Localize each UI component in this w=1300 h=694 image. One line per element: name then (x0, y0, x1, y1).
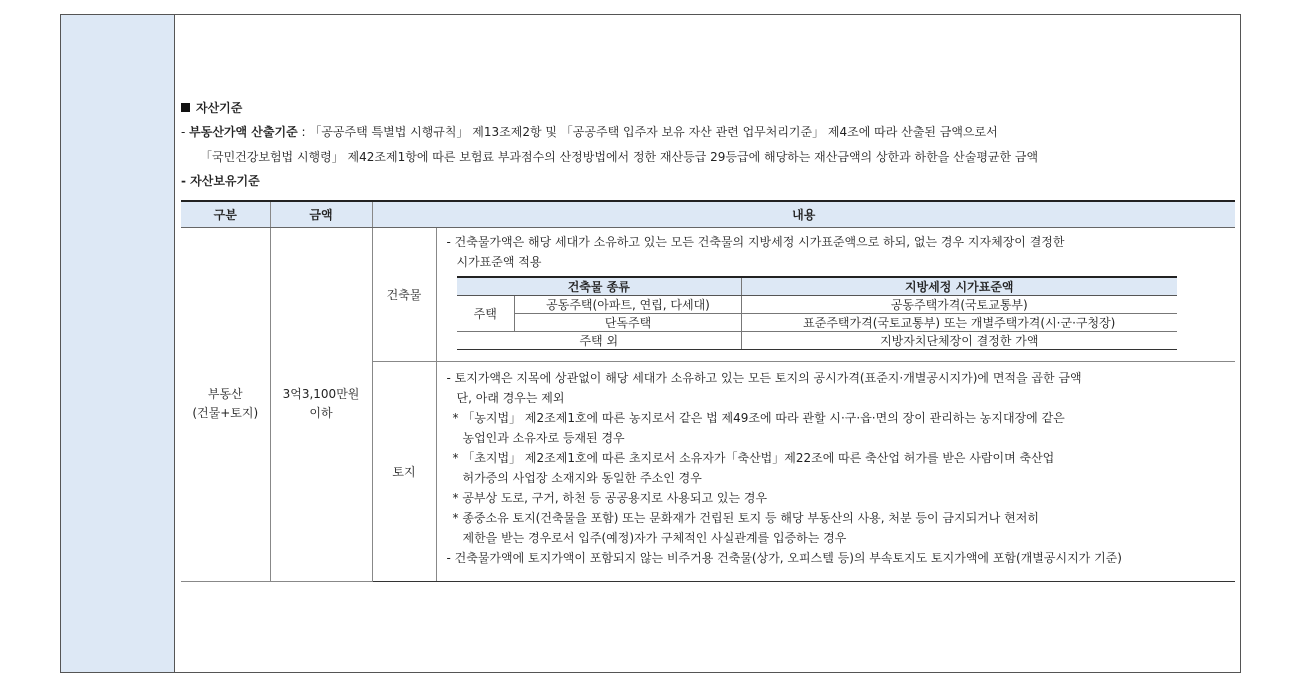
land-exception-item: * 종중소유 토지(건축물을 포함) 또는 문화재가 건립된 토지 등 해당 부동산의 사용, 처분 등이 금지되거나 현저히 (452, 510, 1039, 525)
land-line: 허가증의 사업장 소재지와 동일한 주소인 경우 (462, 470, 702, 485)
building-label: 건축물 (372, 227, 436, 361)
amount-condition: 이하 (309, 406, 333, 420)
land-content (436, 361, 1235, 581)
line1-prefix: - (181, 125, 190, 139)
criteria-line-2: 「국민건강보험법 시행령」 제42조제1항에 따른 보험료 부과점수의 산정방법에서 정한 재산등급 29등급에 해당하는 재산금액의 상한과 하한을 산술평균한 금액 (200, 150, 1039, 164)
asset-holding-heading: - 자산보유기준 (181, 174, 260, 188)
document-frame (60, 14, 1241, 673)
inner-header-value: 지방세정 시가표준액 (742, 277, 1177, 296)
building-valuation-table (457, 276, 1177, 350)
header-content: 내용 (372, 201, 1235, 227)
inner-value-cell: 공동주택가격(국토교통부) (742, 295, 1177, 313)
land-line: - 건축물가액에 토지가액이 포함되지 않는 비주거용 건축물(상가, 오피스텔 등)의 부속토지도 토지가액에 포함(개별공시지가 기준) (446, 550, 1122, 565)
building-content (436, 227, 1235, 361)
inner-header-type: 건축물 종류 (457, 277, 742, 296)
criteria-line-1 (181, 123, 998, 140)
building-desc-1: - 건축물가액은 해당 세대가 소유하고 있는 모든 건축물의 지방세정 시가표준액으로 하되, 없는 경우 지자체장이 결정한 (446, 234, 1065, 249)
section-heading (181, 99, 242, 116)
category-cell (181, 227, 270, 581)
asset-table (181, 200, 1235, 582)
land-label: 토지 (372, 361, 436, 581)
inner-type-cell: 주택 외 (457, 331, 742, 349)
inner-type-cell: 단독주택 (515, 313, 742, 331)
housing-label: 주택 (457, 295, 515, 331)
land-line: 농업인과 소유자로 등재된 경우 (462, 430, 625, 445)
inner-value-cell: 지방자치단체장이 결정한 가액 (742, 331, 1177, 349)
inner-value-cell: 표준주택가격(국토교통부) 또는 개별주택가격(시·군·구청장) (742, 313, 1177, 331)
land-exception-item: * 「농지법」 제2조제1호에 따른 농지로서 같은 법 제49조에 따라 관할 시·구·읍·면의 장이 관리하는 농지대장에 같은 (452, 410, 1065, 425)
line1-rest: : 「공공주택 특별법 시행규칙」 제13조제2항 및 「공공주택 입주자 보유 자산 관련 업무처리기준」 제4조에 따라 산출된 금액으로서 (297, 125, 998, 139)
content-area (181, 15, 1236, 672)
header-amount: 금액 (270, 201, 372, 227)
land-line: 제한을 받는 경우로서 입주(예정)자가 구체적인 사실관계를 입증하는 경우 (462, 530, 847, 545)
building-desc-2: 시가표준액 적용 (456, 254, 542, 269)
land-exception-item: * 「초지법」 제2조제1호에 따른 초지로서 소유자가「축산법」제22조에 따른 축산업 허가를 받은 사람이며 축산업 (452, 450, 1055, 465)
amount-value: 3억3,100만원 (282, 387, 360, 401)
amount-cell (270, 227, 372, 581)
section-heading-text: 자산기준 (196, 101, 243, 115)
category-label: 부동산 (207, 387, 243, 401)
square-bullet-icon (181, 103, 190, 112)
left-panel (61, 15, 175, 672)
land-line: 단, 아래 경우는 제외 (456, 390, 565, 405)
header-category: 구분 (181, 201, 270, 227)
inner-type-cell: 공동주택(아파트, 연립, 다세대) (515, 295, 742, 313)
land-line: - 토지가액은 지목에 상관없이 해당 세대가 소유하고 있는 모든 토지의 공시가격(표준지·개별공시지가)에 면적을 곱한 금액 (446, 370, 1082, 385)
line1-bold: 부동산가액 산출기준 (189, 125, 298, 139)
land-exception-item: * 공부상 도로, 구거, 하천 등 공공용지로 사용되고 있는 경우 (452, 490, 768, 505)
category-sublabel: (건물+토지) (192, 406, 259, 420)
